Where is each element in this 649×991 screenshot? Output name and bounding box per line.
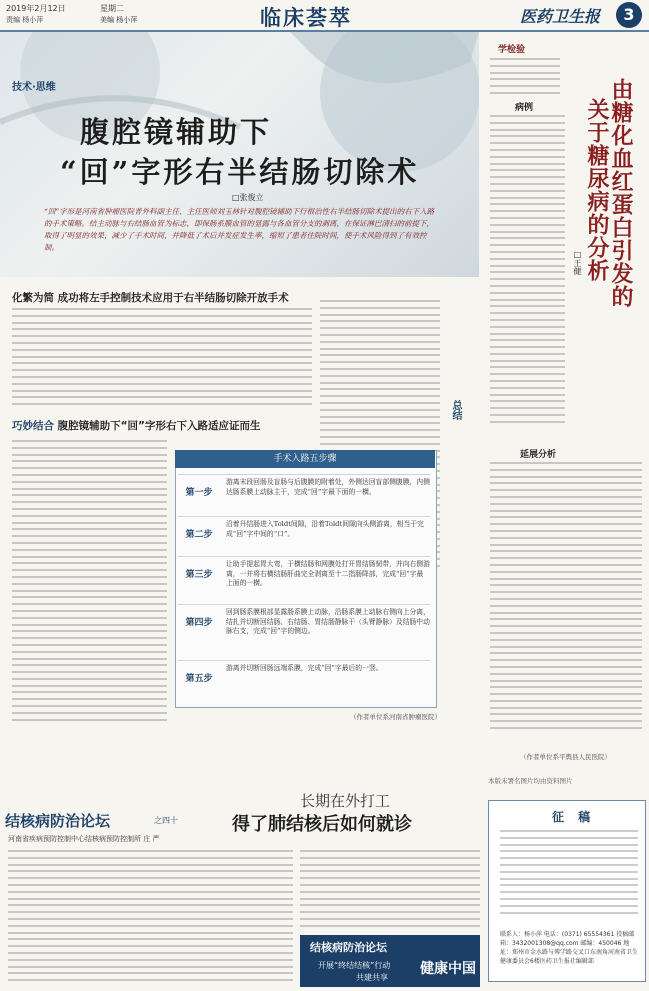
case-heading: 病例 [515,103,534,113]
step-text: 游离末段回肠及盲肠与后腹膜的附着处，外侧达回盲部侧腹膜，内侧达肠系膜上动脉主干，完成“回”字最下面的一横。 [226,478,430,496]
step-label: 第二步 [185,530,213,540]
summary-label: 总结 [450,400,461,420]
step-label: 第三步 [185,570,213,580]
call-for-papers-contact: 联系人：杨小萍 电话：(0371) 65554361 投稿邮箱：3432001308@qq.com 邮编：450046 地址：郑州市金水路与博学路交叉口东南角河南省卫生健康委员会6楼医药卫生报社编辑部 [500,931,639,965]
tb-source: 河南省疾病预防控制中心结核病预防控制所 庄 严 [8,835,160,843]
step-text: 游离并切断回肠远端系膜，完成“回”字最后的一竖。 [226,664,383,672]
tb-forum-issue: 之四十 [154,816,178,825]
sidebar-title-a: 由糖化血红蛋白引发的 [608,78,634,308]
tb-body-text [300,850,480,932]
steps-table-header: 手术入路五步骤 [175,450,435,468]
column-tag: 技术·思维 [12,82,56,93]
editor-label: 责编 杨小萍 [6,16,44,24]
image-note: 本版未署名图片均由资料图片 [488,777,573,785]
tb-kicker: 长期在外打工 [300,792,391,810]
call-for-papers-text [500,830,638,918]
call-for-papers-title: 征 稿 [552,810,596,824]
headline-line-2: “回”字形右半结肠切除术 [60,155,420,189]
step-row [178,516,430,551]
subheading-2: 巧妙结合 腹腔镜辅助下“回”字形右下入路适应证而生 [12,420,261,432]
step-label: 第五步 [185,674,213,684]
step-label: 第一步 [185,488,213,498]
sidebar-author: □王健 [573,250,582,275]
byline: □张俊立 [232,193,264,202]
step-row [178,556,430,591]
tb-banner-healthy-china: 健康中国 [420,961,476,977]
step-text: 让助手提起胃大弯，于横结肠和网膜处打开胃结肠韧带，并向右侧游离，一并将右横结肠肝曲完全剥离至十二指肠降部，完成“回”字最上面的一横。 [226,560,430,587]
masthead: 医药卫生报 [520,7,601,26]
step-label: 第四步 [185,618,213,628]
weekday: 星期二 [100,4,124,13]
headline-line-1: 腹腔镜辅助下 [80,115,273,149]
step-text: 回到肠系膜根部显露肠系膜上动脉，沿肠系膜上动脉右侧向上分离，结扎并切断回结肠、右结肠、胃结肠静脉干（头臂静脉）及结肠中动脉右支，完成“回”字的侧边。 [226,608,430,635]
step-text: 沿着升结肠进入Toldt间隙，沿着Toldt间隙向头侧游离，相当于完成“回”字中间的“口”。 [226,520,424,538]
sidebar-title-b: 关于糖尿病的分析 [584,98,610,282]
issue-date: 2019年2月12日 [6,4,66,13]
step-row [178,474,430,509]
body-text-block [12,440,167,725]
tb-forum-logo: 结核病防治论坛 [5,812,111,830]
tb-headline: 得了肺结核后如何就诊 [232,814,412,835]
step-row [178,660,430,695]
step-row [178,604,430,639]
sidebar-text [490,462,642,734]
sidebar-column-label: 学检验 [498,45,526,55]
page-number: 3 [616,2,642,28]
body-text-block [12,308,312,410]
tb-banner-share: 共建共享 [356,973,388,982]
subheading-1: 化繁为简 成功将左手控制技术应用于右半结肠切除开放手术 [12,292,289,304]
section-title: 临床荟萃 [260,6,352,30]
tb-body-text [8,850,293,986]
author-affiliation: （作者单位系河南省肿瘤医院） [350,713,441,721]
designer-label: 美编 杨小萍 [100,16,138,24]
extension-heading: 延展分析 [520,450,557,460]
tb-banner-slogan: 开展“终结结核”行动 [318,961,391,970]
sidebar-affiliation: （作者单位系平舆县人民医院） [520,753,611,761]
sidebar-text [490,58,560,99]
tb-banner-title: 结核病防治论坛 [310,941,387,954]
lead-paragraph: “回”字形是河南省肿瘤医院普外科副主任、主任医师刘玉林针对腹腔镜辅助下行根治性右半结肠切除术提出的右下入路的手术策略。结主动脉与右结肠血管为标志，即保肠系膜血管的显露与各血管分支的剥离，在保证淋巴清扫的前提下，取得了明显的效果，减少了手术时间，并降低了术后并发症发生率，缩短了患者住院时间，使手术风险得到了有效控制。 [44,207,435,252]
sidebar-text [490,115,565,428]
